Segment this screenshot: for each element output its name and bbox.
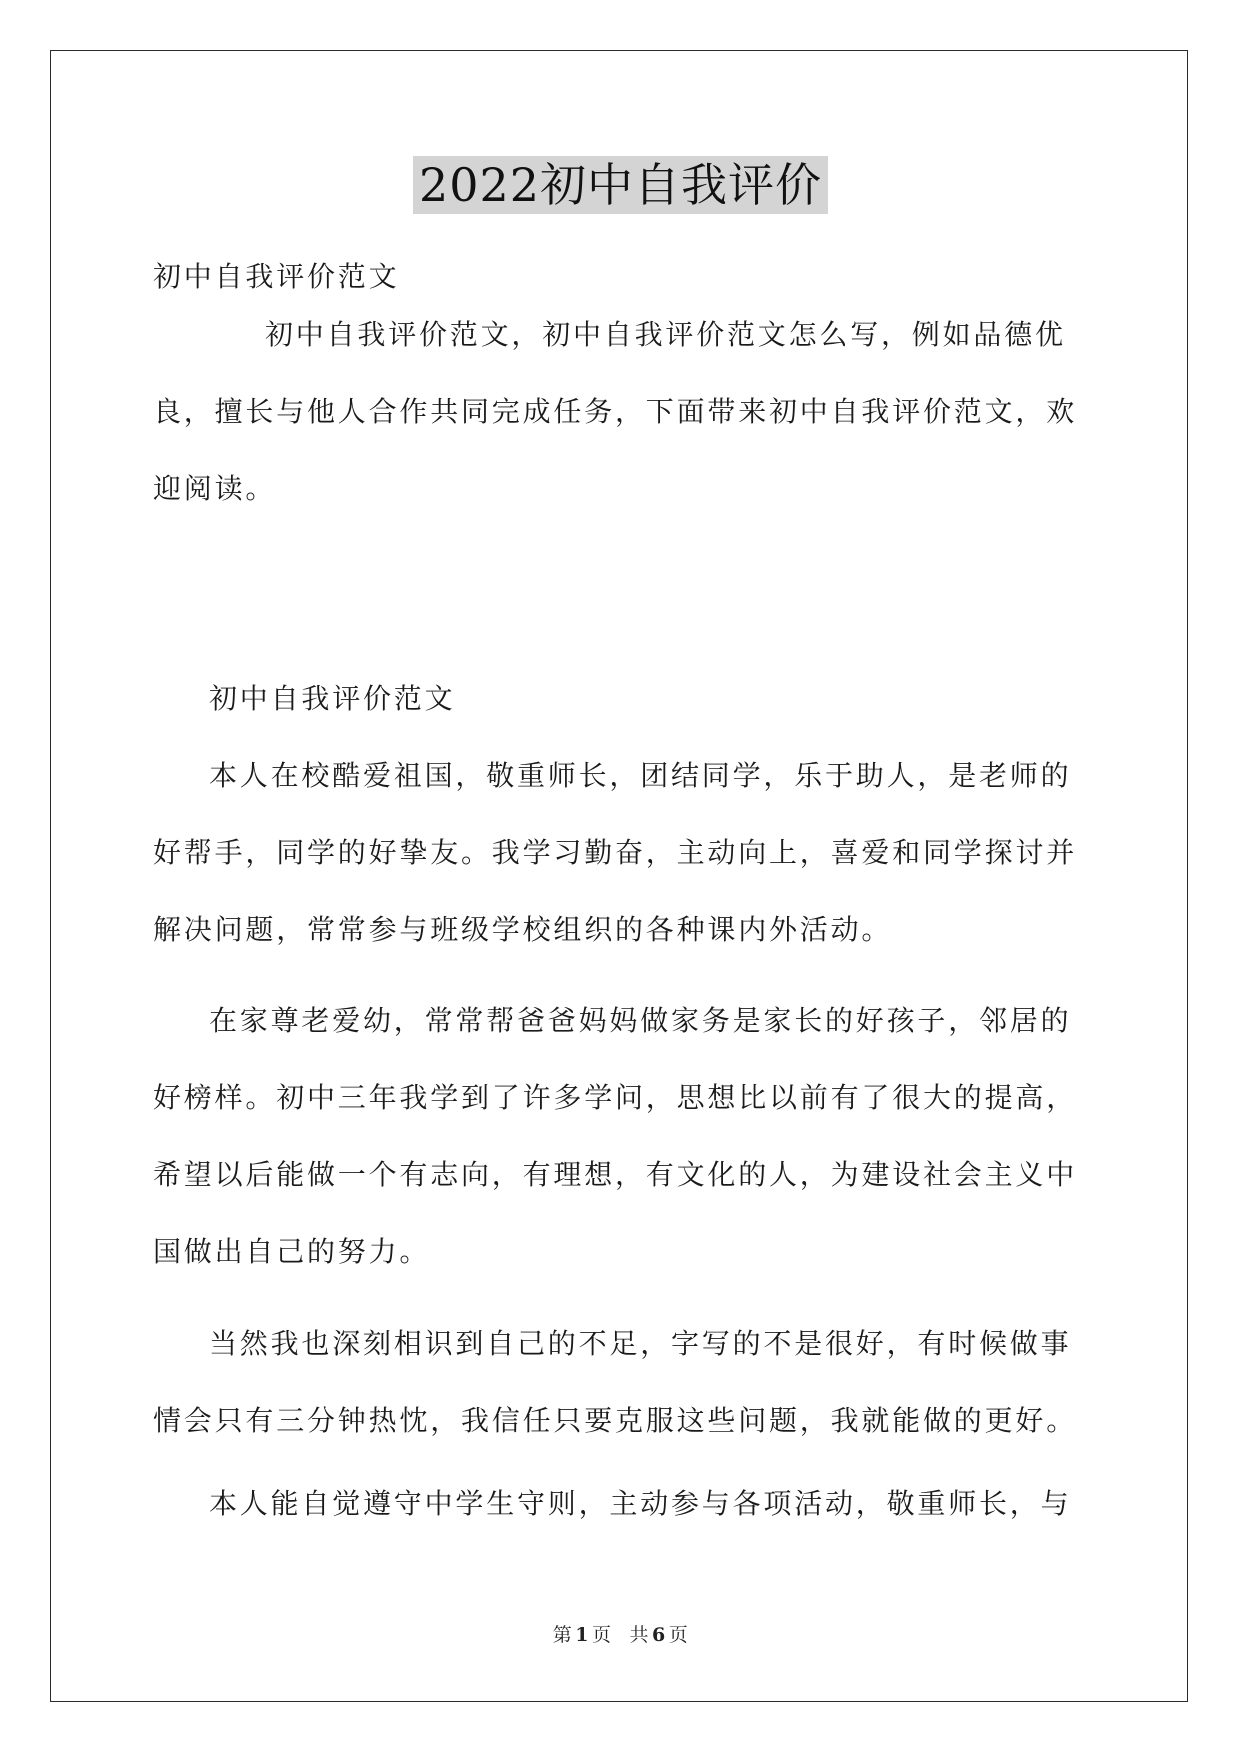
total-page-count: 6 (652, 1624, 666, 1646)
body-paragraph-1: 本人在校酷爱祖国，敬重师长，团结同学，乐于助人，是老师的好帮手，同学的好挚友。我学习勤奋，主动向上，喜爱和同学探讨并解决问题，常常参与班级学校组织的各种课内外活动。 (153, 759, 1078, 946)
document-title: 2022初中自我评价 (413, 156, 828, 214)
total-prefix: 共 (629, 1624, 650, 1646)
page-suffix: 页 (591, 1624, 612, 1646)
page-prefix: 第 (552, 1624, 573, 1646)
section-heading: 初中自我评价范文 (209, 682, 456, 715)
title-container (0, 156, 1241, 214)
document-subtitle: 初中自我评价范文 (153, 260, 400, 293)
page-footer (0, 1620, 1241, 1647)
intro-paragraph: 初中自我评价范文，初中自我评价范文怎么写，例如品德优良，擅长与他人合作共同完成任务，下面带来初中自我评价范文，欢迎阅读。 (153, 318, 1078, 505)
body-paragraph-2: 在家尊老爱幼，常常帮爸爸妈妈做家务是家长的好孩子，邻居的好榜样。初中三年我学到了许多学问，思想比以前有了很大的提高，希望以后能做一个有志向，有理想，有文化的人，为建设社会主义中国做出自己的努力。 (153, 1004, 1078, 1268)
body-paragraph-3: 当然我也深刻相识到自己的不足，字写的不是很好，有时候做事情会只有三分钟热忱，我信任只要克服这些问题，我就能做的更好。 (153, 1327, 1078, 1437)
total-suffix: 页 (668, 1624, 689, 1646)
current-page-number: 1 (575, 1624, 589, 1646)
body-paragraph-4: 本人能自觉遵守中学生守则，主动参与各项活动，敬重师长，与 (209, 1487, 1072, 1520)
